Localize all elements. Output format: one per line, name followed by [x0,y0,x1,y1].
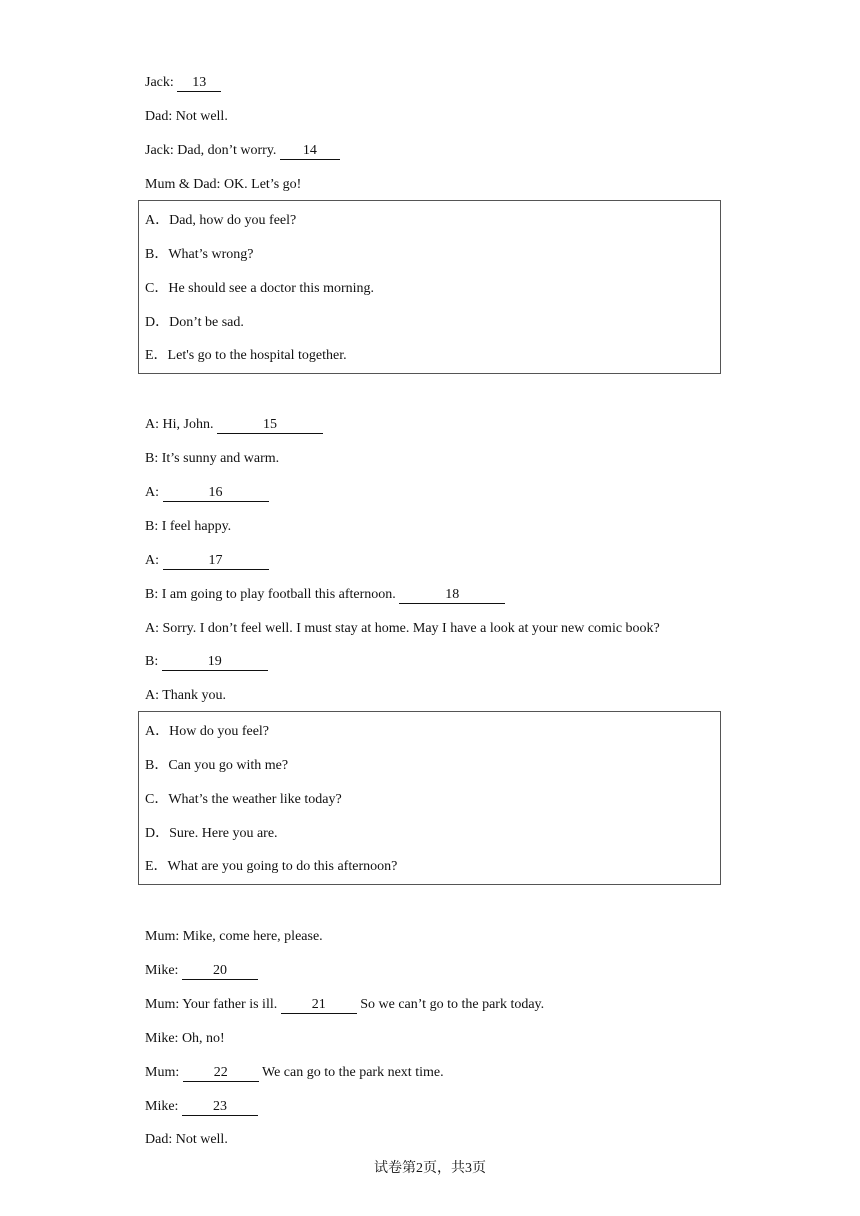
answer-blank[interactable]: 19 [162,654,268,671]
dialog-line [145,450,279,468]
option-item: C．He should see a doctor this morning. [145,281,375,296]
line-text: B: I am going to play football this afternoon. [145,587,400,602]
line-text: Dad: Not well. [145,1132,228,1147]
dialog-line [145,653,268,671]
dialog-line [145,1064,444,1082]
line-text: Mike: [145,1099,182,1114]
page-footer: 试卷第2页，共3页 [374,1161,486,1176]
dialog-line [145,176,301,194]
answer-blank[interactable]: 23 [182,1099,258,1116]
line-text: Mum: [145,1065,183,1080]
line-text: B: It’s sunny and warm. [145,451,280,466]
option-item: B．Can you go with me? [145,758,289,773]
dialog-line [145,518,231,536]
options-box [138,200,721,374]
answer-blank[interactable]: 13 [177,75,221,92]
line-text: Mum: Mike, come here, please. [145,929,323,944]
dialog-line [145,552,269,570]
option-item: B．What’s wrong? [145,247,254,262]
line-text: We can go to the park next time. [258,1065,444,1080]
answer-blank[interactable]: 21 [281,997,357,1014]
line-text: Mum & Dad: OK. Let’s go! [145,177,302,192]
option-item: A．How do you feel? [145,724,270,739]
answer-blank[interactable]: 15 [217,417,323,434]
dialog-line [145,1131,228,1149]
dialog-line [145,962,258,980]
dialog-line [145,687,226,705]
answer-blank[interactable]: 20 [182,963,258,980]
dialog-line [145,586,505,604]
dialog-line [145,108,228,126]
line-text: Jack: Dad, don’t worry. [145,143,280,158]
option-item: D．Don’t be sad. [145,315,244,330]
line-text: Jack: [145,75,178,90]
line-text: A: [145,553,163,568]
answer-blank[interactable]: 16 [163,485,269,502]
option-item: E．Let's go to the hospital together. [145,348,347,363]
option-item: D．Sure. Here you are. [145,826,278,841]
line-text: A: Thank you. [145,688,227,703]
dialog-line [145,996,544,1014]
dialog-line [145,416,323,434]
option-item: A．Dad, how do you feel? [145,213,297,228]
answer-blank[interactable]: 17 [163,553,269,570]
line-text: Mike: Oh, no! [145,1031,225,1046]
line-text: A: Sorry. I don’t feel well. I must stay at home. May I have a look at your new comic book? [145,621,660,636]
dialog-line [145,1098,258,1116]
line-text: B: I feel happy. [145,519,232,534]
line-text: A: Hi, John. [145,417,217,432]
line-text: Dad: Not well. [145,109,228,124]
answer-blank[interactable]: 18 [399,587,505,604]
dialog-line [145,928,323,946]
line-text: B: [145,654,162,669]
dialog-line [145,484,269,502]
answer-blank[interactable]: 14 [280,143,340,160]
options-box [138,711,721,885]
line-text: Mum: Your father is ill. [145,997,281,1012]
dialog-line [145,142,340,160]
dialog-line [145,1030,225,1048]
line-text: A: [145,485,163,500]
option-item: E．What are you going to do this afternoon? [145,859,398,874]
dialog-line [145,620,660,638]
answer-blank[interactable]: 22 [183,1065,259,1082]
line-text: Mike: [145,963,182,978]
line-text: So we can’t go to the park today. [356,997,545,1012]
option-item: C．What’s the weather like today? [145,792,342,807]
dialog-line [145,74,221,92]
